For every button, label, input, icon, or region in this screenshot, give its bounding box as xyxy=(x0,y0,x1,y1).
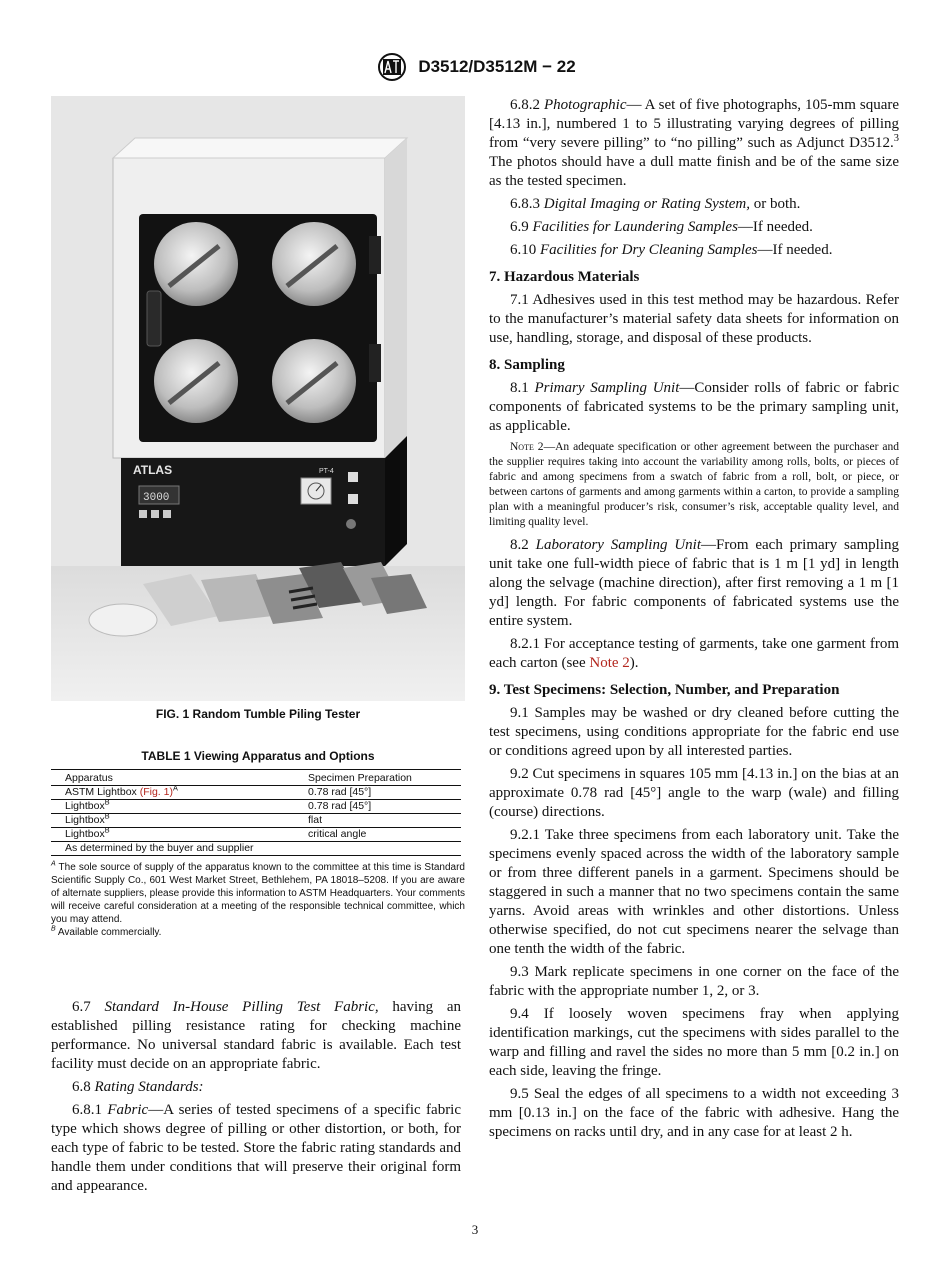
astm-logo-icon xyxy=(374,52,410,82)
piling-tester-illustration xyxy=(51,96,465,701)
page-number: 3 xyxy=(471,1222,479,1237)
panel-display: 3000 xyxy=(143,492,170,504)
table-header-row xyxy=(51,770,461,786)
note-2-link[interactable]: Note 2 xyxy=(589,655,630,671)
paragraph-9-4: 9.4 If loosely woven specimens fray when applying identification markings, cut the specimens with sides parallel to the warp and filling and ravel the sides no more than 5 mm [0.2 in.] on each side, leaving the fringe. xyxy=(489,1006,899,1079)
paragraph-9-3: 9.3 Mark replicate specimens in one corner on the face of the fabric with the appropriate number 1, 2, or 3. xyxy=(489,964,899,999)
section-7-heading: 7. Hazardous Materials xyxy=(489,269,640,285)
drum-top-left xyxy=(154,222,238,306)
apparatus-cell: Lightbox$^B$ xyxy=(51,814,294,828)
apparatus-cell: As determined by the buyer and supplier xyxy=(51,842,294,856)
apparatus-cell: Lightbox$^B$ xyxy=(51,800,294,814)
panel-brand: ATLAS xyxy=(133,463,173,477)
apparatus-cell: ASTM Lightbox (Fig. 1)$^A$ xyxy=(51,786,294,800)
paragraph-6-7: 6.7 Standard In-House Pilling Test Fabric, having an established pilling resistance rating for checking machine performance. No universal standard fabric is available. Each test facility must decide on an appropriate fabric. xyxy=(51,999,462,1072)
preparation-cell: 0.78 rad [45°] xyxy=(294,786,461,800)
table-footnotes xyxy=(51,861,465,939)
preparation-cell xyxy=(294,842,461,856)
table-row xyxy=(51,828,461,842)
table-row xyxy=(51,786,461,800)
paragraph-8-1: 8.1 Primary Sampling Unit—Consider rolls of fabric or fabric components of fabricated systems to be the primary sampling unit, as applicable. xyxy=(489,380,899,434)
apparatus-cell: Lightbox$^B$ xyxy=(51,828,294,842)
footnote-b: $^B$ Available commercially. xyxy=(51,925,162,938)
drum-bottom-right xyxy=(272,339,356,423)
section-9-heading: 9. Test Specimens: Selection, Number, and Preparation xyxy=(489,682,840,698)
note-2: Note 2—An adequate specification or other agreement between the purchaser and the supplier requires taking into account the variability among rolls, bolts, or pieces of fabric and among specimens from a swatch of fabric from a roll, bolt, or piece, or between cartons of garments and among garments within a carton, to provide a sampling plan with a meaningful producer’s risk, consumer’s risk, acceptable quality level, and limiting quality level. xyxy=(489,441,899,528)
drum-bottom-left xyxy=(154,339,238,423)
page-header xyxy=(0,52,950,82)
paragraph-9-1: 9.1 Samples may be washed or dry cleaned before cutting the test specimens, using conditions appropriate for the fabric end use or conditions agreed upon by all interested parties. xyxy=(489,705,899,759)
column-header-specimen-preparation: Specimen Preparation xyxy=(294,770,461,786)
paragraph-6-9: 6.9 Facilities for Laundering Samples—If needed. xyxy=(510,219,813,235)
paragraph-9-5: 9.5 Seal the edges of all specimens to a width not exceeding 3 mm [0.13 in.] on the face of the fabric with adhesive. Hang the specimens on racks until dry, and in any case for at least 2 h. xyxy=(489,1086,899,1140)
paragraph-6-8-2: 6.8.2 Photographic— A set of five photographs, 105-mm square [4.13 in.], numbered 1 to 5 illustrating varying degrees of pilling from “very severe pilling” to “no pilling” such as Adjunct D3512.$^3$ The photos should have a dull matte finish and be of the same size as the tested specimen. xyxy=(489,97,899,189)
table-row xyxy=(51,800,461,814)
preparation-cell: flat xyxy=(294,814,461,828)
table-1-title: TABLE 1 Viewing Apparatus and Options xyxy=(141,749,375,763)
paragraph-7-1: 7.1 Adhesives used in this test method may be hazardous. Refer to the manufacturer’s material safety data sheets for information on use, handling, storage, and disposal of these products. xyxy=(489,292,899,346)
figure-caption: FIG. 1 Random Tumble Piling Tester xyxy=(155,707,361,721)
preparation-cell: critical angle xyxy=(294,828,461,842)
right-column xyxy=(489,96,899,1146)
column-header-apparatus: Apparatus xyxy=(51,770,294,786)
drum-top-right xyxy=(272,222,356,306)
preparation-cell: 0.78 rad [45°] xyxy=(294,800,461,814)
figure-1-photo xyxy=(51,96,465,701)
table-1 xyxy=(51,769,461,856)
table-row xyxy=(51,814,461,828)
paragraph-6-8: 6.8 Rating Standards: xyxy=(72,1079,204,1095)
left-column-text xyxy=(51,998,461,1200)
paragraph-9-2: 9.2 Cut specimens in squares 105 mm [4.13 in.] on the bias at an approximate 0.78 rad [45°] angle to the warp (wale) and filling (course) directions. xyxy=(489,766,899,820)
footnote-a: $^A$ The sole source of supply of the apparatus known to the committee at this time is Standard Scientific Supply Co., 601 West Market Street, Bethlehem, PA 18018–5208. If you are aware of alternate suppliers, please provide this information to ASTM Headquarters. Your comments will receive careful consideration at a meeting of the responsible technical committee, which you may attend. xyxy=(51,860,465,925)
left-column xyxy=(51,96,465,939)
section-8-heading: 8. Sampling xyxy=(489,357,565,373)
paragraph-9-2-1: 9.2.1 Take three specimens from each laboratory unit. Take the specimens evenly spaced across the width of the laboratory sample or from three different panels in a garment. Specimens should be staggered in such a manner that no two specimens contain the same yarns. Avoid areas with wrinkles and other distortions. Unless otherwise specified, do not cut specimens nearer the selvage than one tenth the width of the fabric. xyxy=(489,827,899,957)
table-row xyxy=(51,842,461,856)
figure-1-link[interactable]: (Fig. 1) xyxy=(139,786,173,798)
document-id: D3512/D3512M − 22 xyxy=(418,57,576,76)
paragraph-6-8-1: 6.8.1 Fabric—A series of tested specimens of a specific fabric type which shows degree of pilling or other distortion, or both, for each type of fabric to be tested. Store the fabric rating standards and handle them under conditions that will preserve their original form and appearance. xyxy=(51,1102,462,1194)
paragraph-8-2: 8.2 Laboratory Sampling Unit—From each primary sampling unit take one full-width piece of fabric that is 1 m [1 yd] in length along the selvage (machine direction), after first removing a 1 m [1 yd] length. For fabric components of fabricated systems use the entire system. xyxy=(489,537,900,629)
paragraph-6-8-3: 6.8.3 Digital Imaging or Rating System, or both. xyxy=(510,196,801,212)
paragraph-6-10: 6.10 Facilities for Dry Cleaning Samples—If needed. xyxy=(510,242,833,258)
panel-model: PT-4 xyxy=(319,468,334,475)
paragraph-8-2-1: 8.2.1 For acceptance testing of garments, take one garment from each carton (see Note 2). xyxy=(489,636,899,671)
